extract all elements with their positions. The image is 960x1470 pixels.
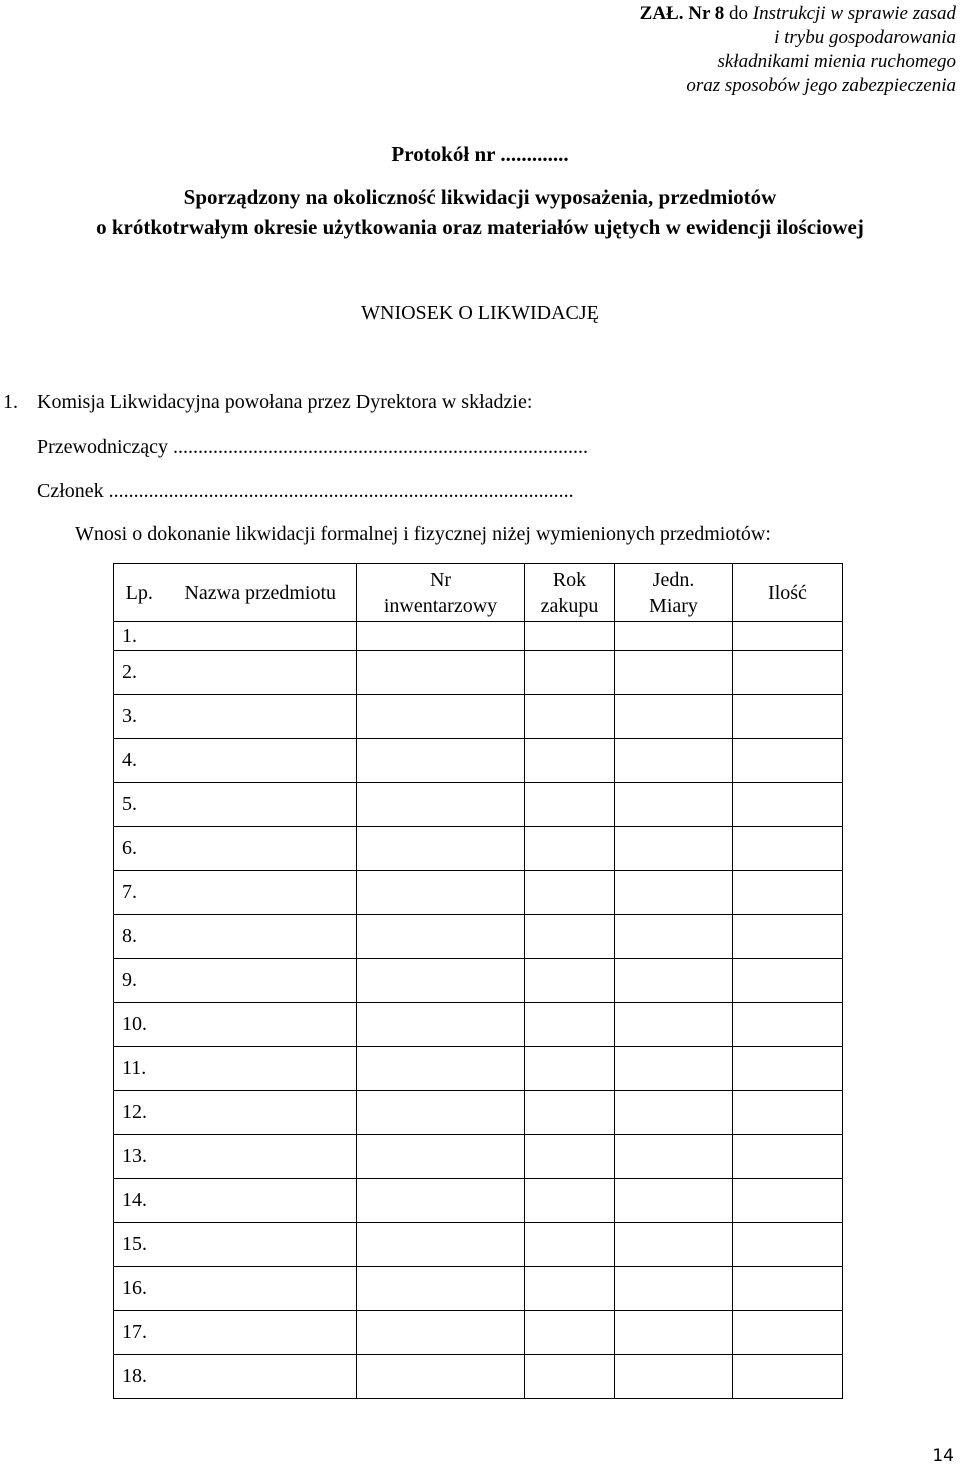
cell-quantity	[733, 1355, 843, 1399]
cell-unit	[615, 739, 733, 783]
cell-lp: 11.	[114, 1047, 165, 1091]
cell-unit	[615, 915, 733, 959]
cell-inventory-number	[357, 1003, 525, 1047]
header-line-attachment	[436, 2, 956, 26]
items-table	[113, 563, 843, 1399]
protocol-title: Protokół nr .............	[391, 142, 569, 166]
cell-inventory-number	[357, 1135, 525, 1179]
header-inventory-line-2: inwentarzowy	[383, 594, 498, 617]
cell-unit	[615, 959, 733, 1003]
cell-name	[165, 651, 357, 695]
table-row	[114, 1355, 843, 1399]
document-header	[436, 2, 956, 98]
cell-quantity	[733, 1179, 843, 1223]
cell-quantity	[733, 959, 843, 1003]
cell-inventory-number	[357, 1223, 525, 1267]
cell-unit	[615, 695, 733, 739]
table-row	[114, 1223, 843, 1267]
cell-name	[165, 1267, 357, 1311]
header-purchase-year	[525, 564, 615, 622]
table-row	[114, 827, 843, 871]
cell-inventory-number	[357, 1311, 525, 1355]
cell-name	[165, 1091, 357, 1135]
cell-name	[165, 871, 357, 915]
commission-line	[3, 388, 532, 416]
cell-unit	[615, 827, 733, 871]
cell-inventory-number	[357, 651, 525, 695]
cell-unit	[615, 1135, 733, 1179]
header-unit	[615, 564, 733, 622]
cell-inventory-number	[357, 871, 525, 915]
cell-purchase-year	[525, 695, 615, 739]
header-line-4: oraz sposobów jego zabezpieczenia	[686, 75, 956, 96]
cell-name	[165, 695, 357, 739]
cell-lp: 5.	[114, 783, 165, 827]
cell-purchase-year	[525, 1267, 615, 1311]
protocol-subtitle-line-1: Sporządzony na okoliczność likwidacji wyposażenia, przedmiotów	[183, 185, 777, 209]
cell-inventory-number	[357, 622, 525, 651]
cell-purchase-year	[525, 1091, 615, 1135]
cell-name	[165, 1223, 357, 1267]
cell-lp: 13.	[114, 1135, 165, 1179]
cell-name	[165, 1003, 357, 1047]
cell-purchase-year	[525, 1311, 615, 1355]
cell-name	[165, 1311, 357, 1355]
cell-purchase-year	[525, 915, 615, 959]
cell-unit	[615, 1179, 733, 1223]
cell-lp: 17.	[114, 1311, 165, 1355]
cell-inventory-number	[357, 959, 525, 1003]
cell-lp: 9.	[114, 959, 165, 1003]
cell-name	[165, 1179, 357, 1223]
table-row	[114, 871, 843, 915]
cell-lp: 7.	[114, 871, 165, 915]
cell-unit	[615, 1047, 733, 1091]
cell-quantity	[733, 915, 843, 959]
cell-inventory-number	[357, 1267, 525, 1311]
cell-inventory-number	[357, 1091, 525, 1135]
table-row	[114, 1091, 843, 1135]
cell-lp: 12.	[114, 1091, 165, 1135]
cell-quantity	[733, 695, 843, 739]
cell-quantity	[733, 651, 843, 695]
cell-inventory-number	[357, 1355, 525, 1399]
cell-unit	[615, 1355, 733, 1399]
cell-purchase-year	[525, 739, 615, 783]
cell-purchase-year	[525, 1135, 615, 1179]
cell-quantity	[733, 871, 843, 915]
cell-quantity	[733, 1311, 843, 1355]
cell-lp: 3.	[114, 695, 165, 739]
cell-inventory-number	[357, 739, 525, 783]
table-row	[114, 739, 843, 783]
cell-purchase-year	[525, 1179, 615, 1223]
page-number: 14	[932, 1446, 954, 1466]
table-row	[114, 695, 843, 739]
cell-purchase-year	[525, 651, 615, 695]
header-line-3: składnikami mienia ruchomego	[717, 51, 956, 72]
cell-unit	[615, 1003, 733, 1047]
cell-inventory-number	[357, 783, 525, 827]
cell-quantity	[733, 1047, 843, 1091]
cell-purchase-year	[525, 1047, 615, 1091]
table-row	[114, 1267, 843, 1311]
cell-quantity	[733, 783, 843, 827]
cell-lp: 1.	[114, 622, 165, 651]
cell-purchase-year	[525, 622, 615, 651]
cell-inventory-number	[357, 1179, 525, 1223]
cell-purchase-year	[525, 827, 615, 871]
table-header-row	[114, 564, 843, 622]
cell-quantity	[733, 1003, 843, 1047]
table-row	[114, 1003, 843, 1047]
table-row	[114, 783, 843, 827]
commission-text: Komisja Likwidacyjna powołana przez Dyrektora w składzie:	[37, 391, 533, 413]
cell-purchase-year	[525, 959, 615, 1003]
table-row	[114, 915, 843, 959]
cell-purchase-year	[525, 1003, 615, 1047]
header-quantity: Ilość	[733, 564, 843, 622]
protocol-subtitle-line-2: o krótkotrwałym okresie użytkowania oraz materiałów ujętych w ewidencji ilościowej	[96, 215, 864, 239]
section-title: WNIOSEK O LIKWIDACJĘ	[361, 302, 599, 324]
cell-name	[165, 1135, 357, 1179]
cell-name	[165, 959, 357, 1003]
cell-quantity	[733, 739, 843, 783]
cell-lp: 2.	[114, 651, 165, 695]
cell-name	[165, 739, 357, 783]
cell-inventory-number	[357, 915, 525, 959]
item-number: 1.	[3, 391, 18, 413]
cell-quantity	[733, 1223, 843, 1267]
cell-unit	[615, 1223, 733, 1267]
cell-unit	[615, 871, 733, 915]
table-row	[114, 1179, 843, 1223]
table-row	[114, 1311, 843, 1355]
cell-name	[165, 783, 357, 827]
header-lp: Lp.	[114, 564, 165, 622]
cell-name	[165, 1355, 357, 1399]
table-row	[114, 1135, 843, 1179]
cell-name	[165, 827, 357, 871]
cell-inventory-number	[357, 1047, 525, 1091]
cell-unit	[615, 1311, 733, 1355]
cell-lp: 6.	[114, 827, 165, 871]
header-inventory-line-1: Nr	[429, 568, 452, 591]
cell-unit	[615, 1267, 733, 1311]
cell-lp: 18.	[114, 1355, 165, 1399]
cell-name	[165, 622, 357, 651]
table-row	[114, 651, 843, 695]
chair-field: Przewodniczący ...................................................................................	[37, 436, 589, 458]
header-line-1: Instrukcji w sprawie zasad	[752, 3, 956, 24]
request-text: Wnosi o dokonanie likwidacji formalnej i fizycznej niżej wymienionych przedmiotów:	[75, 523, 771, 545]
cell-purchase-year	[525, 871, 615, 915]
header-unit-line-1: Jedn.	[652, 568, 695, 591]
cell-lp: 10.	[114, 1003, 165, 1047]
cell-unit	[615, 1091, 733, 1135]
attachment-label: ZAŁ. Nr 8	[639, 3, 725, 24]
table-row	[114, 622, 843, 651]
cell-name	[165, 915, 357, 959]
cell-lp: 16.	[114, 1267, 165, 1311]
cell-quantity	[733, 622, 843, 651]
header-inventory-number	[357, 564, 525, 622]
table-row	[114, 1047, 843, 1091]
cell-unit	[615, 622, 733, 651]
cell-inventory-number	[357, 827, 525, 871]
table-body	[114, 622, 843, 1399]
header-do: do	[729, 3, 749, 24]
cell-quantity	[733, 1091, 843, 1135]
cell-inventory-number	[357, 695, 525, 739]
cell-purchase-year	[525, 783, 615, 827]
header-name: Nazwa przedmiotu	[165, 564, 357, 622]
cell-lp: 14.	[114, 1179, 165, 1223]
cell-lp: 15.	[114, 1223, 165, 1267]
member-field: Członek .............................................................................................	[37, 480, 574, 502]
cell-unit	[615, 783, 733, 827]
cell-lp: 8.	[114, 915, 165, 959]
cell-lp: 4.	[114, 739, 165, 783]
header-unit-line-2: Miary	[649, 594, 698, 617]
cell-purchase-year	[525, 1223, 615, 1267]
header-line-2: i trybu gospodarowania	[774, 27, 956, 48]
cell-quantity	[733, 827, 843, 871]
cell-quantity	[733, 1267, 843, 1311]
cell-purchase-year	[525, 1355, 615, 1399]
header-year-line-1: Rok	[552, 568, 587, 591]
cell-quantity	[733, 1135, 843, 1179]
cell-unit	[615, 651, 733, 695]
table-row	[114, 959, 843, 1003]
cell-name	[165, 1047, 357, 1091]
header-year-line-2: zakupu	[540, 594, 599, 617]
